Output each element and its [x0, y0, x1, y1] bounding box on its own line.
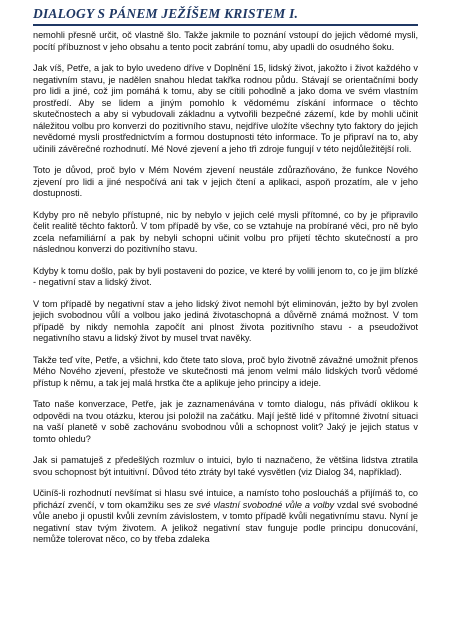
paragraph-5: Kdyby k tomu došlo, pak by byli postaveni do pozice, ve které by volili jenom to, co je jim blízké - negativní stav a lidský život.: [33, 265, 418, 287]
paragraph-9: Jak si pamatuješ z předešlých rozmluv o intuici, bylo ti naznačeno, že většina lidstva ztratila svou schopnost být intuitivní. Důvod této ztráty byl také vysvětlen (viz Dialog 34, například).: [33, 455, 418, 477]
page-header-title: DIALOGY S PÁNEM JEŽÍŠEM KRISTEM I.: [33, 6, 299, 21]
paragraph-4: Kdyby pro ně nebylo přístupné, nic by nebylo v jejich celé mysli přítomné, co by je připravilo čelit realitě těchto faktorů. V tom případě by vše, co se vztahuje na probírané věci, pro ně bylo zcela nefamiliární a pak by nebyli schopni učinit volbu pro přijetí těchto skutečností a pro následnou konverzi do pozitivního stavu.: [33, 209, 418, 254]
header-divider: [33, 24, 418, 26]
paragraph-10-emphasis: své vlastní svobodné vůle a volby: [196, 499, 335, 510]
paragraph-10-end: vzdal své svobodné vůle anebo ji opustil kvůli zevním závislostem, v tomto případě kvůli negativnímu stavu. Nyní je negativní stav tvým životem. A jelikož negativní stav funguje podle principu donucování, nemůže tolerovat něco, co by třeba zdaleka: [33, 499, 418, 544]
paragraph-6: V tom případě by negativní stav a jeho lidský život nemohl být eliminován, ježto by byl zvolen jejich svobodnou vůlí a volbou jako jediná životaschopná a důvěrně známá možnost. V tom případě by nikdy nemohla započít ani plnost života pozitivního stavu - a pseudoživot negativního stavu a lidský život by musel trvat navěky.: [33, 298, 418, 343]
paragraph-10: [33, 488, 418, 546]
paragraph-3: Toto je důvod, proč bylo v Mém Novém zjevení neustále zdůrazňováno, že funkce Nového zjevení pro lidi a jiné nespočívá ani tak v jejich čtení a aplikaci, aspoň prozatím, ale v jeho dostupnosti.: [33, 165, 418, 198]
document-body: [33, 30, 418, 556]
paragraph-1: nemohli přesně určit, oč vlastně šlo. Takže jakmile to poznání vstoupí do jejich vědomé mysli, pocítí příbuznost v jeho obsahu a tento pocit zabrání tomu, aby upadli do osudného šoku.: [33, 30, 418, 52]
paragraph-10-start: Učiníš-li rozhodnutí nevšímat si hlasu své intuice, a namísto toho posloucháš a přijímáš to, co přichází zvenčí, v tom okamžiku ses ze: [33, 488, 418, 510]
paragraph-8: Tato naše konverzace, Petře, jak je zaznamenávána v tomto dialogu, nás přivádí oklikou k odpovědi na tvou otázku, kterou jsi položil na začátku. Mají ještě lidé v přítomné životní situaci na vaší planetě v sobě zachovánu svobodnou vůli a schopnost volit? Jaký je jejich status v tomto ohledu?: [33, 399, 418, 444]
paragraph-2: Jak víš, Petře, a jak to bylo uvedeno dříve v Doplnění 15, lidský život, jakožto i život každého v negativním stavu, je nadělen snahou hledat takřka rodnou půdu. Stávají se orientačními body pro lidi a jiné, což jim pomáhá k tomu, aby se cítili pohodlně a jako doma ve svém vlastním prostředí. Aby se lidem a jiným pomohlo k vědomému získání informace o těchto skutečnostech a aby si vybudovali základnu a vytvořili bezpečné zázemí, kde by mohli učinit náležitou volbu pro konverzi do pozitivního stavu, nejdříve uložíte všechny tyto faktory do jejich nevědomé mysli prostřednictvím a formou dostupnosti této informace. To je připraví na to, aby učinili závěrečné rozhodnutí. Mé Nové zjevení a jeho tři zdroje fungují v této nejdůležitější roli.: [33, 63, 418, 154]
paragraph-7: Takže teď víte, Petře, a všichni, kdo čtete tato slova, proč bylo životně závažné umožnit přenos Mého Nového zjevení, přestože ve skutečnosti má jenom velmi málo lidských tvorů vědomé přístup k němu, a tak jej malá hrstka čte a aplikuje jeho principy a ideje.: [33, 354, 418, 388]
